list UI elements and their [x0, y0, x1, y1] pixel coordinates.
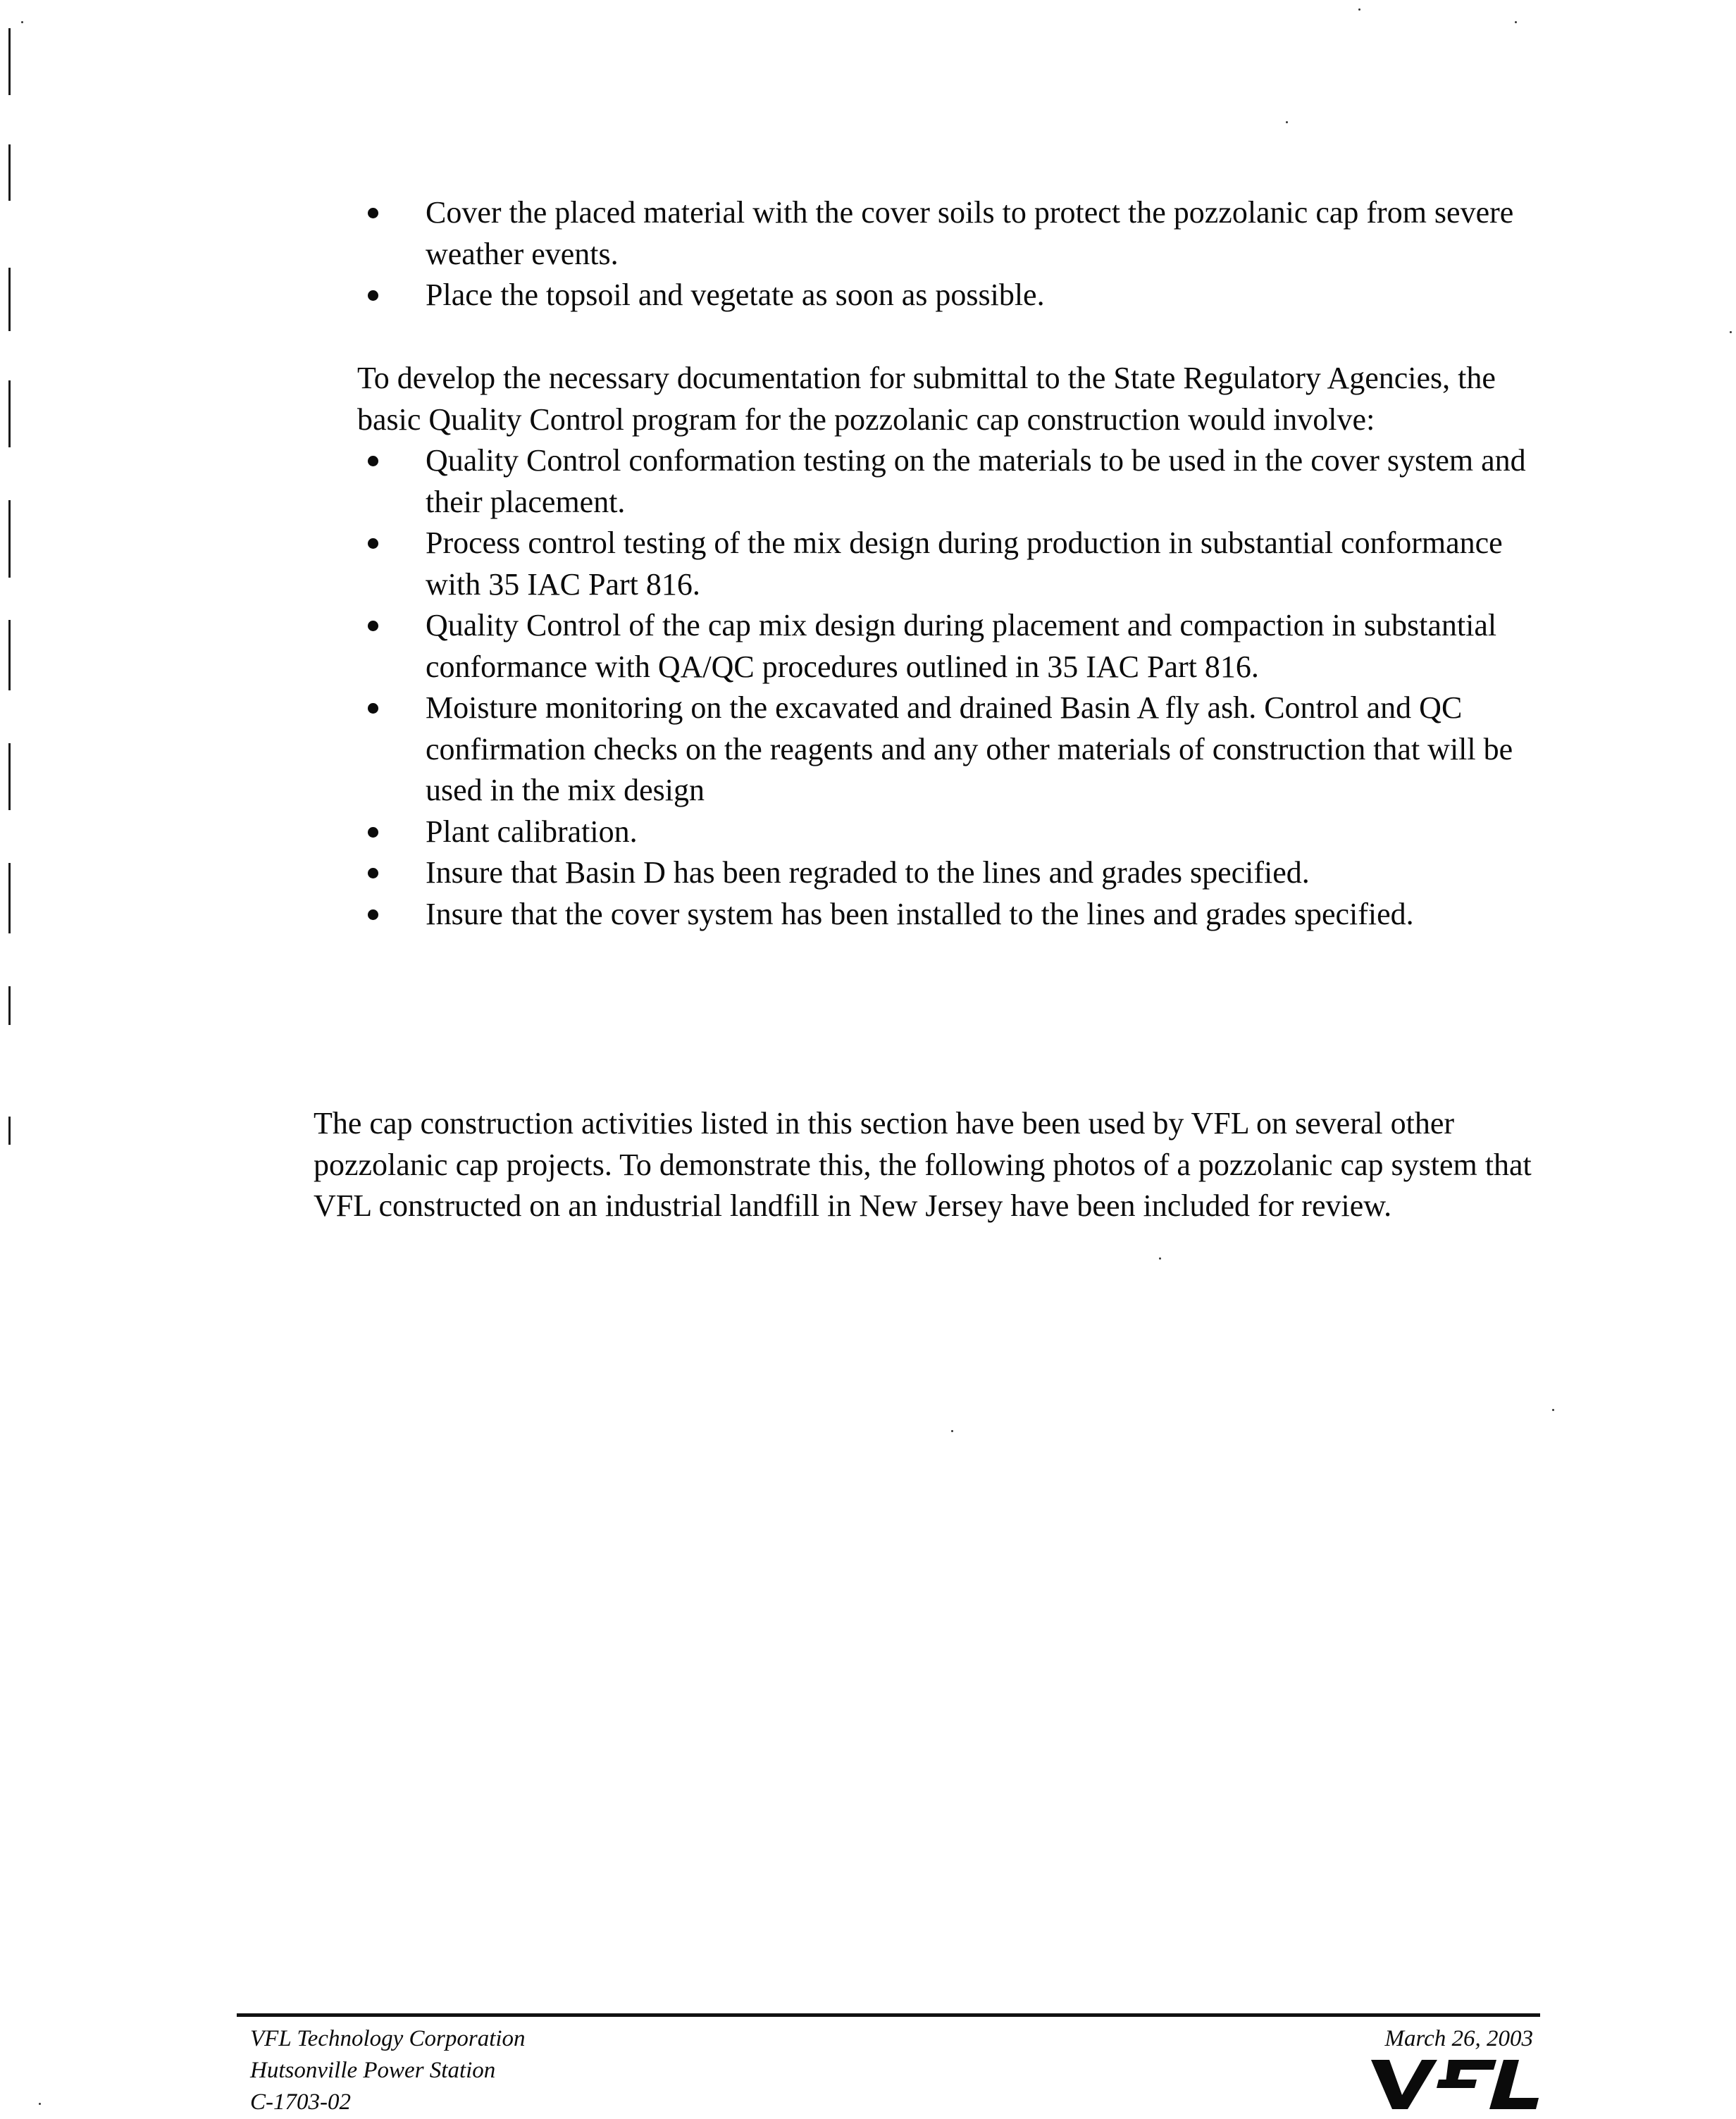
footer-divider	[237, 2013, 1540, 2017]
closing-paragraph: The cap construction activities listed in this section have been used by VFL on several other pozzolanic cap projects. To demonstrate this, the following photos of a pozzolanic cap system that VFL constructed on an industrial landfill in New Jersey have been included for review.	[314, 1106, 1532, 1223]
scan-speck	[39, 2103, 41, 2105]
scan-speck	[1159, 1257, 1161, 1260]
list-item	[361, 192, 1551, 275]
list-item-text: Insure that the cover system has been installed to the lines and grades specified.	[426, 896, 1414, 931]
bullet-icon	[368, 208, 378, 218]
scan-speck	[1515, 21, 1517, 23]
scan-speck	[951, 1430, 953, 1432]
bullet-icon	[368, 538, 378, 549]
scan-speck	[1730, 331, 1732, 333]
footer-company: VFL Technology Corporation	[250, 2026, 526, 2051]
scan-speck	[1552, 1409, 1554, 1411]
scan-artifact	[8, 268, 11, 331]
scan-artifact	[8, 380, 11, 447]
list-item-text: Place the topsoil and vegetate as soon as possible.	[426, 278, 1045, 312]
list-item-text: Process control testing of the mix design during production in substantial conformance with 35 IAC Part 816.	[426, 526, 1503, 602]
scan-artifact	[8, 986, 11, 1025]
vfl-logo	[1371, 2060, 1540, 2109]
footer-date: March 26, 2003	[1384, 2026, 1533, 2051]
bullet-icon	[368, 868, 378, 878]
qc-section	[357, 358, 1555, 935]
list-item	[361, 812, 1555, 853]
list-item	[361, 852, 1555, 894]
scan-speck	[21, 21, 23, 23]
footer-site: Hutsonville Power Station	[250, 2058, 496, 2083]
scan-artifact	[8, 500, 11, 578]
intro-paragraph: To develop the necessary documentation for submittal to the State Regulatory Agencies, the basic Quality Control program for the pozzolanic cap construction would involve:	[357, 361, 1496, 437]
scan-artifact	[8, 144, 11, 201]
scan-artifact	[8, 620, 11, 690]
list-item-text: Moisture monitoring on the excavated and drained Basin A fly ash. Control and QC confirmation checks on the reagents and any other materials of construction that will be used in the mix design	[426, 690, 1513, 807]
bullet-icon	[368, 909, 378, 920]
list-item	[361, 688, 1555, 812]
top-bullet-list	[361, 192, 1551, 316]
closing-section	[314, 1103, 1543, 1227]
footer-doc-number: C-1703-02	[250, 2089, 351, 2115]
scan-artifact	[8, 1117, 11, 1145]
list-item-text: Cover the placed material with the cover soils to protect the pozzolanic cap from severe weather events.	[426, 195, 1514, 271]
list-item	[361, 523, 1555, 605]
bullet-icon	[368, 703, 378, 714]
bullet-icon	[368, 621, 378, 631]
list-item-text: Insure that Basin D has been regraded to the lines and grades specified.	[426, 855, 1310, 890]
scan-speck	[1358, 8, 1360, 11]
list-item-text: Quality Control conformation testing on the materials to be used in the cover system and their placement.	[426, 443, 1526, 519]
footer-info	[250, 2023, 526, 2118]
scan-speck	[1286, 121, 1288, 123]
list-item	[361, 440, 1555, 523]
bullet-icon	[368, 827, 378, 838]
scan-artifact	[8, 743, 11, 810]
scan-artifact	[8, 863, 11, 933]
list-item	[361, 894, 1555, 936]
list-item	[361, 275, 1551, 316]
bullet-icon	[368, 456, 378, 466]
scan-artifact	[8, 28, 11, 95]
list-item	[361, 605, 1555, 688]
list-item-text: Plant calibration.	[426, 814, 638, 849]
list-item-text: Quality Control of the cap mix design during placement and compaction in substantial conformance with QA/QC procedures outlined in 35 IAC Part 816.	[426, 608, 1497, 684]
bullet-icon	[368, 290, 378, 301]
